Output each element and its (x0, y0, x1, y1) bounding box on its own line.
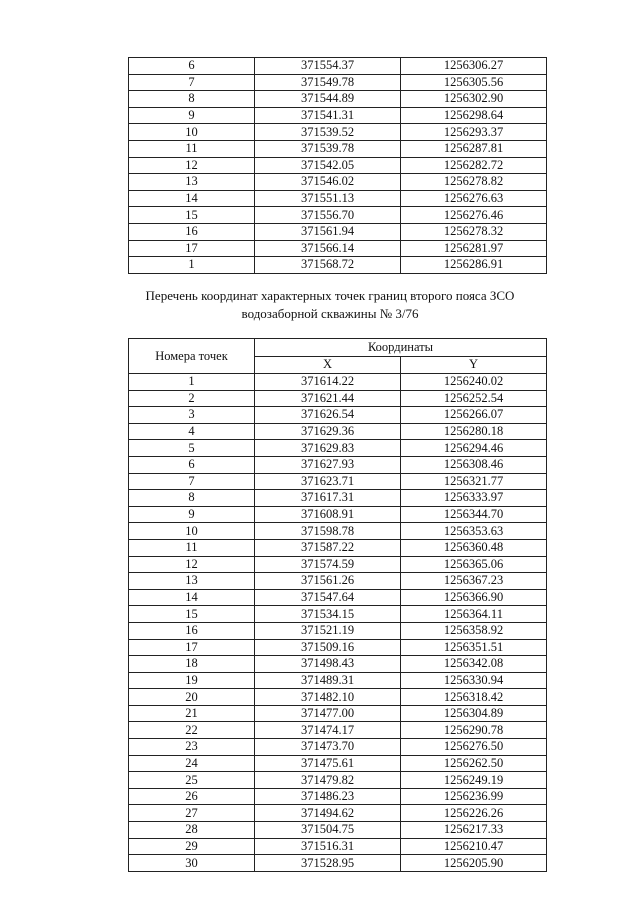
point-number-cell: 25 (129, 772, 255, 789)
point-number-cell: 11 (129, 539, 255, 556)
point-number-cell: 20 (129, 689, 255, 706)
point-number-cell: 17 (129, 240, 255, 257)
x-coordinate-cell: 371561.26 (255, 573, 401, 590)
point-number-cell: 10 (129, 124, 255, 141)
x-coordinate-cell: 371539.78 (255, 140, 401, 157)
x-coordinate-cell: 371509.16 (255, 639, 401, 656)
caption-line-1: Перечень координат характерных точек границ второго пояса ЗСО (145, 288, 515, 303)
point-number-cell: 26 (129, 788, 255, 805)
point-number-cell: 10 (129, 523, 255, 540)
x-coordinate-cell: 371566.14 (255, 240, 401, 257)
x-coordinate-cell: 371617.31 (255, 490, 401, 507)
point-number-cell: 22 (129, 722, 255, 739)
table-row (129, 207, 547, 224)
y-coordinate-cell: 1256252.54 (401, 390, 547, 407)
point-number-cell: 21 (129, 705, 255, 722)
y-coordinate-cell: 1256302.90 (401, 91, 547, 108)
x-coordinate-cell: 371534.15 (255, 606, 401, 623)
table-row (129, 240, 547, 257)
table-row (129, 622, 547, 639)
y-coordinate-cell: 1256276.63 (401, 190, 547, 207)
table-row (129, 539, 547, 556)
y-coordinate-cell: 1256226.26 (401, 805, 547, 822)
y-coordinate-cell: 1256262.50 (401, 755, 547, 772)
table-row (129, 140, 547, 157)
x-coordinate-cell: 371528.95 (255, 855, 401, 872)
table-row (129, 739, 547, 756)
x-coordinate-cell: 371551.13 (255, 190, 401, 207)
point-number-cell: 18 (129, 656, 255, 673)
table-row (129, 74, 547, 91)
y-coordinate-cell: 1256293.37 (401, 124, 547, 141)
x-coordinate-cell: 371549.78 (255, 74, 401, 91)
continuation-table-body (129, 58, 547, 274)
x-coordinate-cell: 371623.71 (255, 473, 401, 490)
point-number-cell: 7 (129, 74, 255, 91)
y-coordinate-cell: 1256333.97 (401, 490, 547, 507)
table-row (129, 473, 547, 490)
point-number-cell: 3 (129, 407, 255, 424)
y-coordinate-cell: 1256304.89 (401, 705, 547, 722)
header-y: Y (401, 356, 547, 374)
y-coordinate-cell: 1256342.08 (401, 656, 547, 673)
table-row (129, 523, 547, 540)
x-coordinate-cell: 371627.93 (255, 456, 401, 473)
point-number-cell: 1 (129, 374, 255, 391)
table-row (129, 124, 547, 141)
table-row (129, 440, 547, 457)
table-row (129, 855, 547, 872)
x-coordinate-cell: 371539.52 (255, 124, 401, 141)
x-coordinate-cell: 371587.22 (255, 539, 401, 556)
x-coordinate-cell: 371474.17 (255, 722, 401, 739)
table-row (129, 788, 547, 805)
table-caption (80, 287, 580, 323)
table-row (129, 374, 547, 391)
point-number-cell: 30 (129, 855, 255, 872)
point-number-cell: 6 (129, 456, 255, 473)
y-coordinate-cell: 1256364.11 (401, 606, 547, 623)
y-coordinate-cell: 1256210.47 (401, 838, 547, 855)
point-number-cell: 16 (129, 223, 255, 240)
x-coordinate-cell: 371554.37 (255, 58, 401, 75)
x-coordinate-cell: 371477.00 (255, 705, 401, 722)
header-points: Номера точек (129, 339, 255, 374)
point-number-cell: 27 (129, 805, 255, 822)
y-coordinate-cell: 1256281.97 (401, 240, 547, 257)
y-coordinate-cell: 1256290.78 (401, 722, 547, 739)
x-coordinate-cell: 371473.70 (255, 739, 401, 756)
table-row (129, 390, 547, 407)
y-coordinate-cell: 1256351.51 (401, 639, 547, 656)
x-coordinate-cell: 371561.94 (255, 223, 401, 240)
table-row (129, 407, 547, 424)
table-row (129, 573, 547, 590)
point-number-cell: 23 (129, 739, 255, 756)
y-coordinate-cell: 1256282.72 (401, 157, 547, 174)
point-number-cell: 24 (129, 755, 255, 772)
x-coordinate-cell: 371475.61 (255, 755, 401, 772)
table-row (129, 838, 547, 855)
table-row (129, 639, 547, 656)
x-coordinate-cell: 371547.64 (255, 589, 401, 606)
y-coordinate-cell: 1256298.64 (401, 107, 547, 124)
point-number-cell: 15 (129, 606, 255, 623)
y-coordinate-cell: 1256318.42 (401, 689, 547, 706)
point-number-cell: 16 (129, 622, 255, 639)
point-number-cell: 9 (129, 506, 255, 523)
y-coordinate-cell: 1256266.07 (401, 407, 547, 424)
table-row (129, 174, 547, 191)
point-number-cell: 19 (129, 672, 255, 689)
table-row (129, 755, 547, 772)
x-coordinate-cell: 371516.31 (255, 838, 401, 855)
y-coordinate-cell: 1256249.19 (401, 772, 547, 789)
table-row (129, 91, 547, 108)
y-coordinate-cell: 1256236.99 (401, 788, 547, 805)
y-coordinate-cell: 1256287.81 (401, 140, 547, 157)
x-coordinate-cell: 371544.89 (255, 91, 401, 108)
x-coordinate-cell: 371489.31 (255, 672, 401, 689)
table-row (129, 705, 547, 722)
y-coordinate-cell: 1256305.56 (401, 74, 547, 91)
x-coordinate-cell: 371479.82 (255, 772, 401, 789)
table-row (129, 157, 547, 174)
x-coordinate-cell: 371629.83 (255, 440, 401, 457)
x-coordinate-cell: 371541.31 (255, 107, 401, 124)
y-coordinate-cell: 1256217.33 (401, 822, 547, 839)
table-row (129, 223, 547, 240)
point-number-cell: 2 (129, 390, 255, 407)
y-coordinate-cell: 1256278.82 (401, 174, 547, 191)
point-number-cell: 5 (129, 440, 255, 457)
x-coordinate-cell: 371556.70 (255, 207, 401, 224)
point-number-cell: 14 (129, 190, 255, 207)
table-row (129, 822, 547, 839)
y-coordinate-cell: 1256360.48 (401, 539, 547, 556)
table-row (129, 722, 547, 739)
x-coordinate-cell: 371498.43 (255, 656, 401, 673)
table-row (129, 772, 547, 789)
point-number-cell: 9 (129, 107, 255, 124)
table-row (129, 107, 547, 124)
x-coordinate-cell: 371621.44 (255, 390, 401, 407)
x-coordinate-cell: 371542.05 (255, 157, 401, 174)
coordinates-table-body (129, 374, 547, 872)
table-row (129, 589, 547, 606)
y-coordinate-cell: 1256365.06 (401, 556, 547, 573)
table-row (129, 506, 547, 523)
y-coordinate-cell: 1256366.90 (401, 589, 547, 606)
point-number-cell: 8 (129, 490, 255, 507)
x-coordinate-cell: 371608.91 (255, 506, 401, 523)
table-row (129, 556, 547, 573)
y-coordinate-cell: 1256280.18 (401, 423, 547, 440)
table-header (129, 339, 547, 374)
point-number-cell: 13 (129, 573, 255, 590)
coordinates-table (128, 338, 547, 872)
y-coordinate-cell: 1256286.91 (401, 257, 547, 274)
table-row (129, 190, 547, 207)
y-coordinate-cell: 1256205.90 (401, 855, 547, 872)
table-row (129, 58, 547, 75)
point-number-cell: 13 (129, 174, 255, 191)
y-coordinate-cell: 1256294.46 (401, 440, 547, 457)
x-coordinate-cell: 371614.22 (255, 374, 401, 391)
y-coordinate-cell: 1256276.50 (401, 739, 547, 756)
point-number-cell: 1 (129, 257, 255, 274)
table-row (129, 490, 547, 507)
x-coordinate-cell: 371482.10 (255, 689, 401, 706)
x-coordinate-cell: 371629.36 (255, 423, 401, 440)
continuation-coordinates-table (128, 57, 547, 274)
x-coordinate-cell: 371521.19 (255, 622, 401, 639)
x-coordinate-cell: 371598.78 (255, 523, 401, 540)
y-coordinate-cell: 1256321.77 (401, 473, 547, 490)
table-row (129, 672, 547, 689)
y-coordinate-cell: 1256344.70 (401, 506, 547, 523)
table-row (129, 606, 547, 623)
y-coordinate-cell: 1256276.46 (401, 207, 547, 224)
x-coordinate-cell: 371568.72 (255, 257, 401, 274)
caption-line-2: водозаборной скважины № 3/76 (241, 306, 419, 321)
table-row (129, 456, 547, 473)
point-number-cell: 12 (129, 157, 255, 174)
table-row (129, 689, 547, 706)
x-coordinate-cell: 371486.23 (255, 788, 401, 805)
header-coordinates: Координаты (255, 339, 547, 357)
x-coordinate-cell: 371494.62 (255, 805, 401, 822)
point-number-cell: 17 (129, 639, 255, 656)
point-number-cell: 7 (129, 473, 255, 490)
point-number-cell: 11 (129, 140, 255, 157)
point-number-cell: 12 (129, 556, 255, 573)
y-coordinate-cell: 1256367.23 (401, 573, 547, 590)
y-coordinate-cell: 1256240.02 (401, 374, 547, 391)
point-number-cell: 8 (129, 91, 255, 108)
table-row (129, 656, 547, 673)
point-number-cell: 15 (129, 207, 255, 224)
y-coordinate-cell: 1256308.46 (401, 456, 547, 473)
table-row (129, 423, 547, 440)
header-x: X (255, 356, 401, 374)
x-coordinate-cell: 371574.59 (255, 556, 401, 573)
point-number-cell: 4 (129, 423, 255, 440)
point-number-cell: 6 (129, 58, 255, 75)
point-number-cell: 28 (129, 822, 255, 839)
y-coordinate-cell: 1256358.92 (401, 622, 547, 639)
point-number-cell: 14 (129, 589, 255, 606)
y-coordinate-cell: 1256353.63 (401, 523, 547, 540)
y-coordinate-cell: 1256330.94 (401, 672, 547, 689)
point-number-cell: 29 (129, 838, 255, 855)
x-coordinate-cell: 371546.02 (255, 174, 401, 191)
x-coordinate-cell: 371626.54 (255, 407, 401, 424)
table-row (129, 805, 547, 822)
x-coordinate-cell: 371504.75 (255, 822, 401, 839)
y-coordinate-cell: 1256306.27 (401, 58, 547, 75)
table-row (129, 257, 547, 274)
y-coordinate-cell: 1256278.32 (401, 223, 547, 240)
